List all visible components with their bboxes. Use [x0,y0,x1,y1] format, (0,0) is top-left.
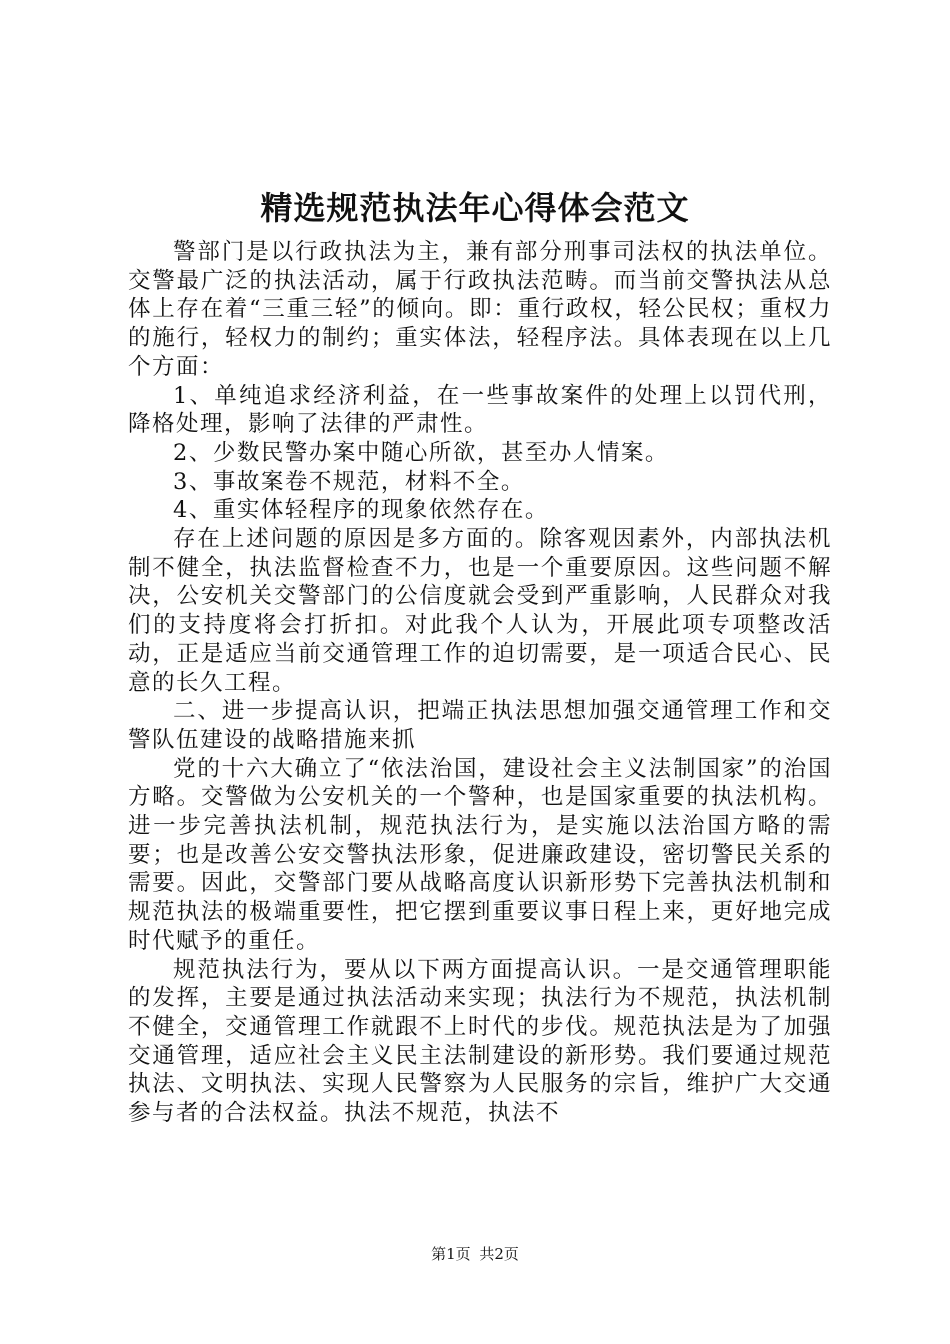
page-total: 共2页 [479,1245,519,1263]
document-body [128,238,832,1128]
paragraph: 4、重实体轻程序的现象依然存在。 [173,497,549,524]
page-number: 第1页 [431,1245,471,1263]
paragraph: 存在上述问题的原因是多方面的。除客观因素外，内部执法机制不健全，执法监督检查不力，也是一个重要原因。这些问题不解决，公安机关交警部门的公信度就会受到严重影响，人民群众对我们的支持度将会打折扣。对此我个人认为，开展此项专项整改活动，正是适应当前交通管理工作的迫切需要，是一项适合民心、民意的长久工程。 [128,526,832,696]
document-title: 精选规范执法年心得体会范文 [260,189,690,227]
paragraph: 二、进一步提高认识，把端正执法思想加强交通管理工作和交警队伍建设的战略措施来抓 [128,698,832,753]
paragraph: 2、少数民警办案中随心所欲，甚至办人情案。 [173,439,669,466]
paragraph: 党的十六大确立了“依法治国，建设社会主义法制国家”的治国方略。交警做为公安机关的一个警种，也是国家重要的执法机构。进一步完善执法机制，规范执法行为，是实施以法治国方略的需要；也是改善公安交警执法形象，促进廉政建设，密切警民关系的需要。因此，交警部门要从战略高度认识新形势下完善执法机制和规范执法的极端重要性，把它摆到重要议事日程上来，更好地完成时代赋予的重任。 [128,755,832,954]
page-footer [0,1244,950,1264]
paragraph: 1、单纯追求经济利益，在一些事故案件的处理上以罚代刑，降格处理，影响了法律的严肃性。 [128,382,832,438]
paragraph: 警部门是以行政执法为主，兼有部分刑事司法权的执法单位。交警最广泛的执法活动，属于行政执法范畴。而当前交警执法从总体上存在着“三重三轻”的倾向。即：重行政权，轻公民权；重权力的施行，轻权力的制约；重实体法，轻程序法。具体表现在以上几个方面： [128,239,832,380]
paragraph: 规范执法行为，要从以下两方面提高认识。一是交通管理职能的发挥，主要是通过执法活动来实现；执法行为不规范，执法机制不健全，交通管理工作就跟不上时代的步伐。规范执法是为了加强交通管理，适应社会主义民主法制建设的新形势。我们要通过规范执法、文明执法、实现人民警察为人民服务的宗旨，维护广大交通参与者的合法权益。执法不规范，执法不 [128,956,832,1127]
paragraph: 3、事故案卷不规范，材料不全。 [173,468,525,495]
